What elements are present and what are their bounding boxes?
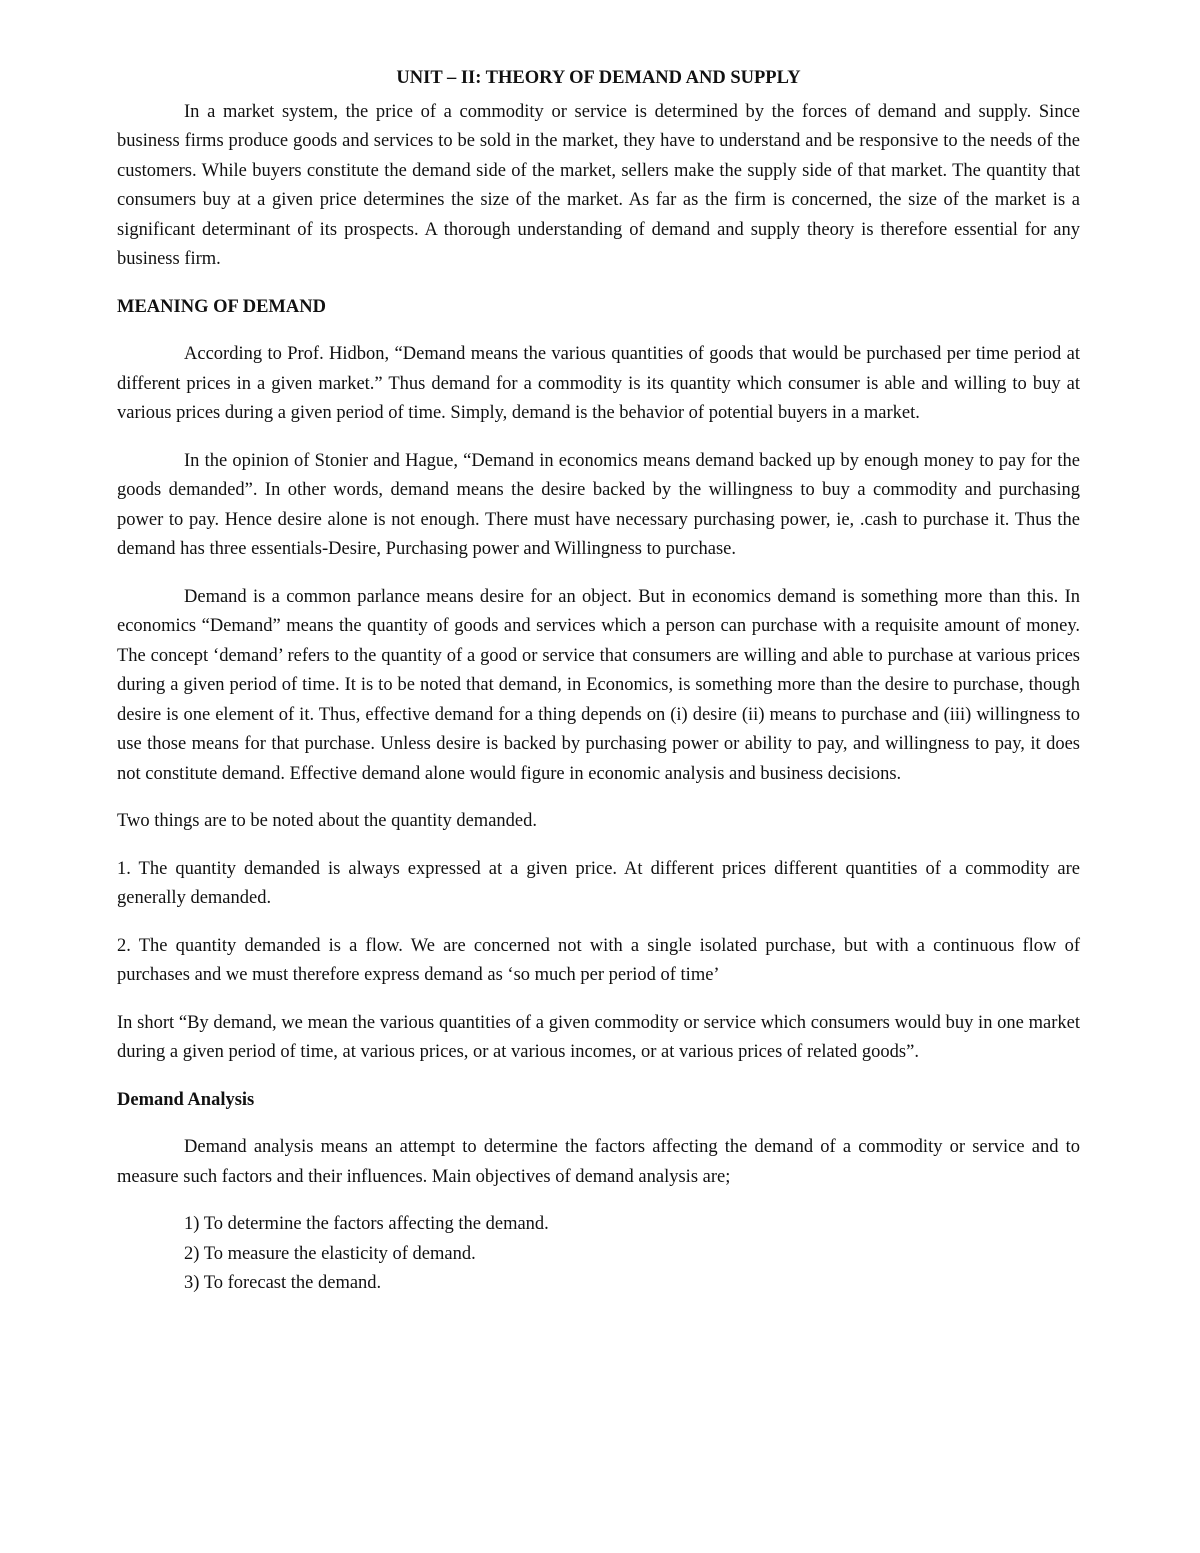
analysis-paragraph: Demand analysis means an attempt to determine the factors affecting the demand of a commodity or service and to measure such factors and their influences. Main objectives of demand analysis are; bbox=[117, 1137, 1080, 1187]
objectives-list bbox=[117, 1210, 1080, 1299]
list-item: 3) To forecast the demand. bbox=[184, 1273, 382, 1293]
point-1-paragraph: 1. The quantity demanded is always expressed at a given price. At different prices different quantities of a commodity are generally demanded. bbox=[117, 858, 1080, 908]
in-short-paragraph: In short “By demand, we mean the various quantities of a given commodity or service which consumers would buy in one market during a given period of time, at various prices, or at various incomes, or at various prices of related goods”. bbox=[117, 1012, 1080, 1062]
list-item: 2) To measure the elasticity of demand. bbox=[184, 1243, 476, 1264]
list-item: 1) To determine the factors affecting the demand. bbox=[184, 1214, 549, 1234]
intro-paragraph: In a market system, the price of a commodity or service is determined by the forces of demand and supply. Since business firms produce goods and services to be sold in the market, they have to understand and be responsive to the needs of the customers. While buyers constitute the demand side of the market, sellers make the supply side of that market. The quantity that consumers buy at a given price determines the size of the market. As far as the firm is concerned, the size of the market is a significant determinant of its prospects. A thorough understanding of demand and supply theory is therefore essential for any business firm. bbox=[117, 101, 1080, 269]
page-title: UNIT – II: THEORY OF DEMAND AND SUPPLY bbox=[396, 68, 801, 88]
meaning-heading: MEANING OF DEMAND bbox=[117, 296, 326, 317]
meaning-paragraph-3: Demand is a common parlance means desire for an object. But in economics demand is something more than this. In economics “Demand” means the quantity of goods and services which a person can purchase with a requisite amount of money. The concept ‘demand’ refers to the quantity of a good or service that consumers are willing and able to purchase at various prices during a given period of time. It is to be noted that demand, in Economics, is something more than the desire to purchase, though desire is one element of it. Thus, effective demand for a thing depends on (i) desire (ii) means to purchase and (iii) willingness to use those means for that purchase. Unless desire is backed by purchasing power or ability to pay, and willingness to pay, it does not constitute demand. Effective demand alone would figure in economic analysis and business decisions. bbox=[117, 586, 1080, 784]
meaning-paragraph-1: According to Prof. Hidbon, “Demand means the various quantities of goods that would be purchased per time period at different prices in a given market.” Thus demand for a commodity is its quantity which consumer is able and willing to buy at various prices during a given period of time. Simply, demand is the behavior of potential buyers in a market. bbox=[117, 344, 1080, 423]
meaning-paragraph-2: In the opinion of Stonier and Hague, “Demand in economics means demand backed up by enough money to pay for the goods demanded”. In other words, demand means the desire backed by the willingness to buy a commodity and purchasing power to pay. Hence desire alone is not enough. There must have necessary purchasing power, ie, .cash to purchase it. Thus the demand has three essentials-Desire, Purchasing power and Willingness to purchase. bbox=[117, 450, 1080, 559]
analysis-heading: Demand Analysis bbox=[117, 1089, 255, 1110]
two-things-paragraph: Two things are to be noted about the quantity demanded. bbox=[117, 811, 537, 831]
point-2-paragraph: 2. The quantity demanded is a flow. We are concerned not with a single isolated purchase, but with a continuous flow of purchases and we must therefore express demand as ‘so much per period of time’ bbox=[117, 935, 1080, 985]
document-page bbox=[117, 0, 1080, 1299]
